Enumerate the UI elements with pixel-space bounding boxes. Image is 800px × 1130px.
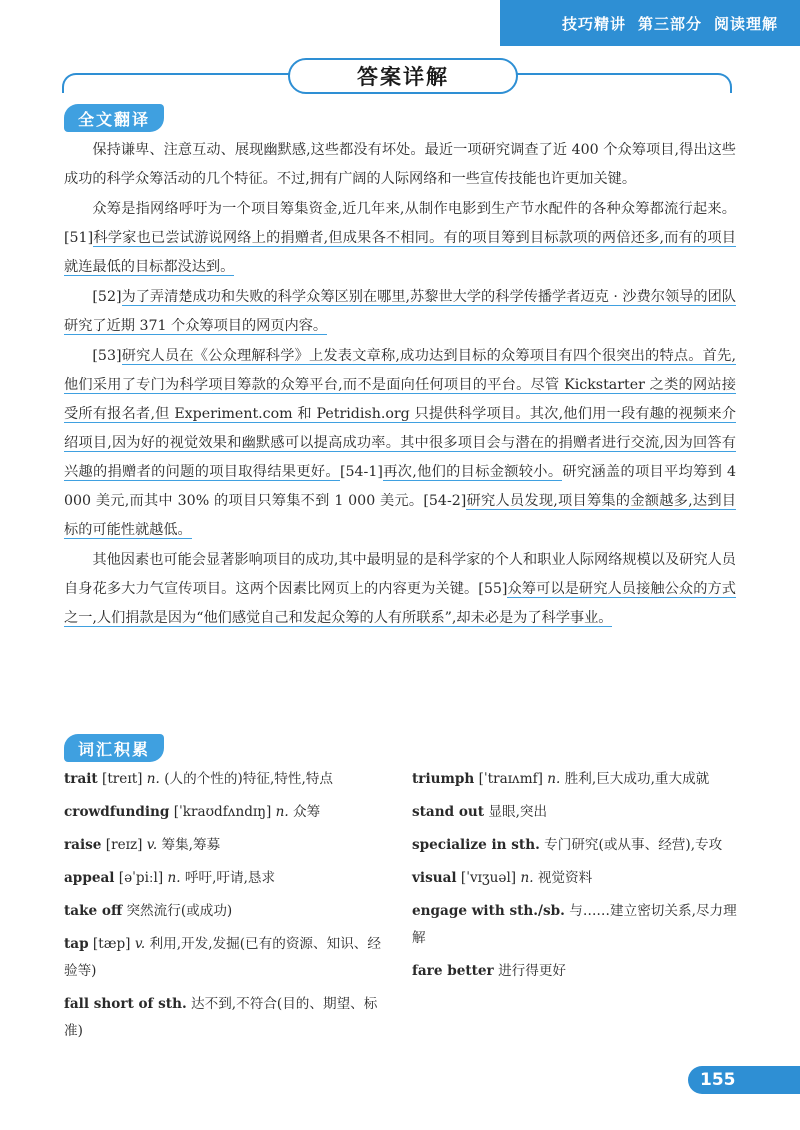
vocab-item: tap [tæp] v. 利用,开发,发掘(已有的资源、知识、经验等) (64, 936, 381, 979)
header-bar (500, 0, 800, 46)
answer-51: 科学家也已尝试游说网络上的捐赠者,但成果各不相同。有的项目筹到目标款项的两倍还多,而有的项目就连最低的目标都没达到。 (64, 230, 736, 275)
vocab-item: appeal [əˈpiːl] n. 呼吁,吁请,恳求 (64, 870, 276, 886)
vocab-item: raise [reɪz] v. 筹集,筹募 (64, 837, 221, 853)
answer-54-2: 研究人员发现,项目筹集的金额越多,达到目标的可能性就越低。 (64, 493, 736, 538)
vocab-item: trait [treɪt] n. (人的个性的)特征,特性,特点 (64, 771, 333, 787)
ref-51: [51] (64, 230, 94, 246)
header-part2: 第三部分 (637, 14, 702, 33)
vocab-item: take off 突然流行(或成功) (64, 903, 233, 919)
answer-54-1: 再次,他们的目标金额较小。 (382, 464, 563, 480)
translation-body (64, 136, 736, 634)
vocab-item: crowdfunding [ˈkraʊdfʌndɪŋ] n. 众筹 (64, 804, 321, 820)
paragraph-3 (64, 283, 736, 341)
vocab-item: stand out 显眼,突出 (412, 804, 548, 820)
vocab-item: fare better 进行得更好 (412, 963, 567, 979)
vocab-item: triumph [ˈtraɪʌmf] n. 胜利,巨大成功,重大成就 (412, 771, 710, 787)
answer-52: 为了弄清楚成功和失败的科学众筹区别在哪里,苏黎世大学的科学传播学者迈克 · 沙费尔领导的团队研究了近期 371 个众筹项目的网页内容。 (64, 289, 736, 334)
ref-53: [53] (92, 348, 122, 364)
ref-52: [52] (92, 289, 122, 305)
ref-55: [55] (478, 581, 508, 597)
answer-53: 研究人员在《公众理解科学》上发表文章称,成功达到目标的众筹项目有四个很突出的特点。 (121, 348, 703, 364)
header-part1: 技巧精讲 (561, 14, 626, 33)
vocab-item: visual [ˈvɪʒuəl] n. 视觉资料 (412, 870, 593, 886)
paragraph-5: 其他因素也可能会显著影响项目的成功,其中最明显的是科学家的个人和职业人际网络规模以及研究人员自身花多大力气宣传项目。这两个因素比网页上的内容更为关键。[55]众筹可以是研究人员接触公众的方式之一,人们捐款是因为“他们感觉自己和发起众筹的人有所联系”,却未必是为了科学事业。 (64, 552, 736, 626)
vocab-item: specialize in sth. 专门研究(或从事、经营),专攻 (412, 837, 723, 853)
vocab-list-left (64, 766, 394, 1051)
paragraph-1: 保持谦卑、注意互动、展现幽默感,这些都没有坏处。最近一项研究调查了近 400 个众筹项目,得出这些成功的科学众筹活动的几个特征。不过,拥有广阔的人际网络和一些宣传技能也许更加关键。 (64, 142, 736, 187)
vocab-section-tag: 词汇积累 (64, 734, 164, 762)
paragraph-2: 众筹是指网络呼吁为一个项目筹集资金,近几年来,从制作电影到生产节水配件的各种众筹都流行起来。[51]科学家也已尝试游说网络上的捐赠者,但成果各不相同。有的项目筹到目标款项的两倍还多,而有的项目就连最低的目标都没达到。 (64, 201, 736, 275)
ref-54-2: [54-2] (423, 493, 467, 509)
vocab-list-right (412, 766, 742, 991)
vocab-item: engage with sth./sb. 与……建立密切关系,尽力理解 (412, 903, 737, 946)
page-title: 答案详解 (288, 58, 518, 94)
paragraph-4: [53]研究人员在《公众理解科学》上发表文章称,成功达到目标的众筹项目有四个很突出的特点。首先,他们采用了专门为科学项目筹款的众筹平台,而不是面向任何项目的平台。尽管 Kickstarter 之类的网站接受所有报名者,但 Experiment.com 和 Petridish.org 只提供科学项目。其次,他们用一段有趣的视频来介绍项目,因为好的视觉效果和幽默感可以提高成功率。其中很多项目会与潜在的捐赠者进行交流,因为回答有兴趣的捐赠者的问题的项目取得结果更好。[54-1]再次,他们的目标金额较小。研究涵盖的项目平均筹到 4 000 美元,而其中 30% 的项目只筹集不到 1 000 美元。[54-2]研究人员发现,项目筹集的金额越多,达到目标的可能性就越低。 (64, 348, 736, 538)
ref-54-1: [54-1] (339, 464, 383, 480)
header-part3: 阅读理解 (713, 14, 778, 33)
vocab-item: fall short of sth. 达不到,不符合(目的、期望、标准) (64, 996, 378, 1039)
translation-section-tag: 全文翻译 (64, 104, 164, 132)
page-number: 155 (688, 1066, 800, 1094)
answer-53-cont: 首先,他们采用了专门为科学项目筹款的众筹平台,而不是面向任何项目的平台。尽管 Kickstarter 之类的网站接受所有报名者,但 Experiment.com 和 Petridish.org 只提供科学项目。其次,他们用一段有趣的视频来介绍项目,因为好的视觉效果和幽默感可以提高成功率。其中很多项目会与潜在的捐赠者进行交流,因为回答有兴趣的捐赠者的问题的项目取得结果更好。 (64, 348, 736, 480)
answer-55: 众筹可以是研究人员接触公众的方式之一,人们捐款是因为“他们感觉自己和发起众筹的人有所联系”,却未必是为了科学事业。 (64, 581, 736, 626)
